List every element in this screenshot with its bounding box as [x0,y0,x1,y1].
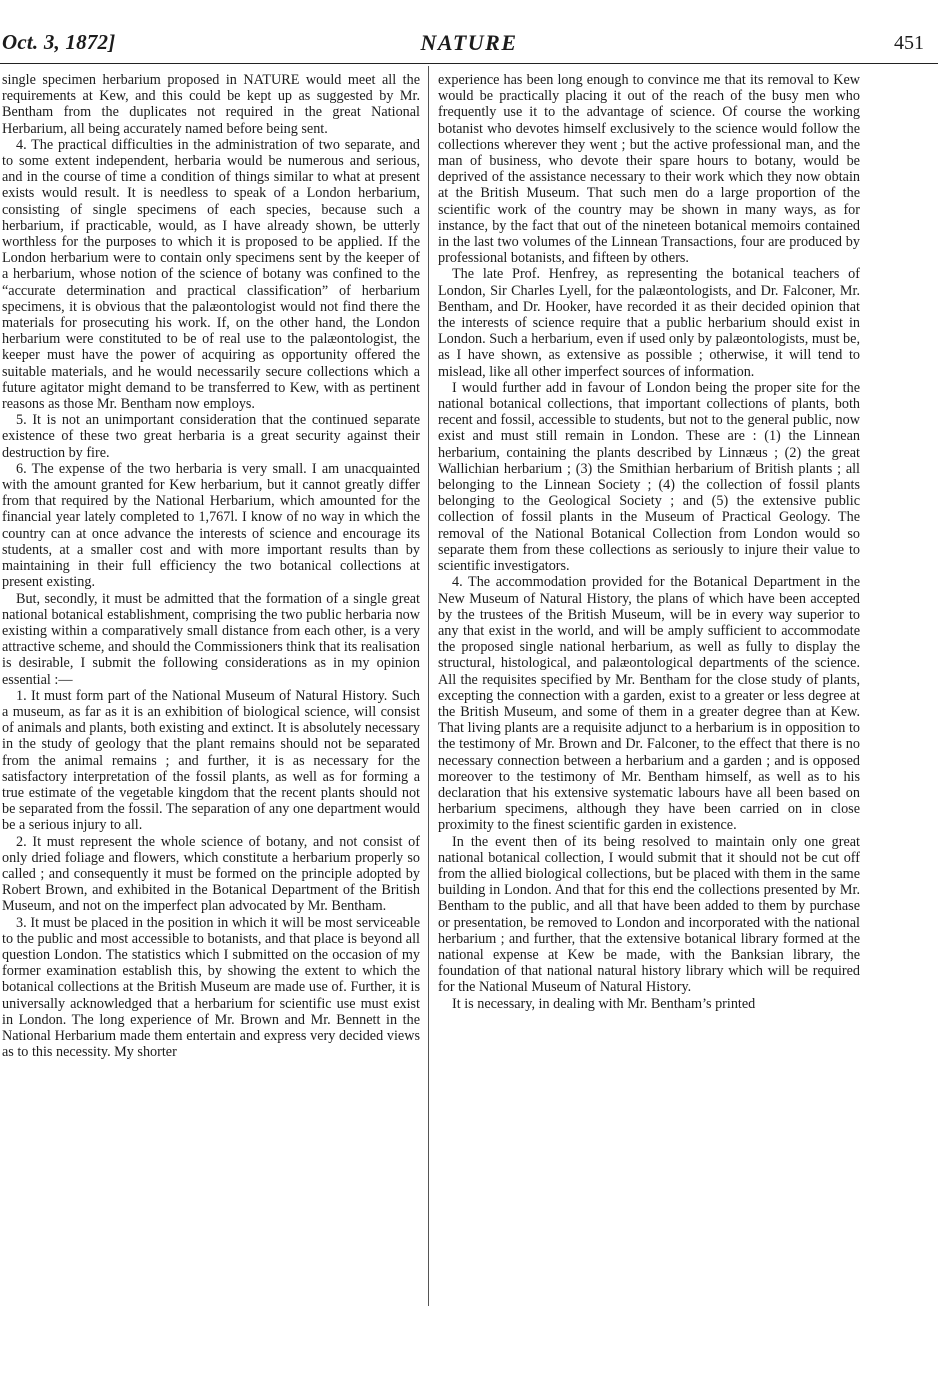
paragraph: experience has been long enough to convince me that its removal to Kew would be practically placing it out of the reach of the busy men who frequently use it to the advantage of science. Of course the working botanist who devotes himself exclusively to the science would follow the collections wherever they went ; but the active professional man, and the man of business, who devote their spare hours to botany, would be deprived of the assistance necessary to their work which they now obtain at the British Museum. That such men do a large proportion of the scientific work of the country may be shown in many ways, as for instance, by the fact that out of the nineteen botanical memoirs contained in the last two volumes of the Linnean Transactions, four are produced by professional botanists, and fifteen by others. [438,72,860,267]
paragraph: 4. The accommodation provided for the Botanical Department in the New Museum of Natural History, the plans of which have been accepted by the trustees of the British Museum, will be in every way superior to any that exist in the world, and will be amply sufficient to accommodate the proposed single national herbarium, as well as fully to display the structural, histological, and palæontological departments of the science. All the requisites specified by Mr. Bentham for the close study of plants, excepting the connection with a garden, exist to a greater or less degree at the British Museum, and some of them in a greater degree than at Kew. That living plants are a requisite adjunct to a herbarium is in opposition to the testimony of Mr. Brown and Dr. Falconer, to the effect that there is no necessary connection between a herbarium and a garden ; and is opposed moreover to the testimony of Mr. Bentham himself, as well as to his declaration that his extensive systematic labours have all been based on herbarium specimens, although they have been carried on in close proximity to the finest scientific garden in existence. [438,574,860,834]
paragraph: 5. It is not an unimportant consideration that the continued separate existence of these two great herbaria is a great security against their destruction by fire. [2,412,420,461]
paragraph: 2. It must represent the whole science of botany, and not consist of only dried foliage and flowers, which constitute a herbarium properly so called ; and consequently it must be formed on the principle adopted by Robert Brown, and exhibited in the Botanical Department of the British Museum, and not on the imperfect plan advocated by Mr. Bentham. [2,833,420,915]
column-divider [428,66,429,1306]
running-header [0,30,938,60]
journal-title: NATURE [420,30,518,55]
paragraph: It is necessary, in dealing with Mr. Bentham’s printed [452,995,756,1012]
paragraph: 3. It must be placed in the position in which it will be most serviceable to the public and most accessible to botanists, and that place is beyond all question London. The statistics which I submitted on the occasion of my former examination establish this, by showing the extent to which the botanical collections at the British Museum are made use of. Further, it is universally acknowledged that a herbarium for scientific use must exist in London. The long experience of Mr. Brown and Mr. Bennett in the National Herbarium made them entertain and express very decided views as to this necessity. My shorter [2,914,420,1061]
paragraph: I would further add in favour of London being the proper site for the national botanical collections, that important collections of plants, both recent and fossil, accessible to students, but not to the general public, now exist and must still remain in London. These are : (1) the Linnean herbarium, containing the plants described by Linnæus ; (2) the great Wallichian herbarium ; (3) the Smithian herbarium of British plants ; all belonging to the Linnean Society ; (4) the collection of fossil plants belonging to the Geological Society ; and (5) the extensive public collection of fossil plants in the Museum of Practical Geology. The removal of the National Botanical Collection from London would so separate them from these collections as seriously to injure their value to scientific investigators. [438,379,860,575]
paragraph: 4. The practical difficulties in the administration of two separate, and to some extent independent, herbaria would be numerous and serious, and in the course of time a condition of things similar to what at present exists would result. It is needless to speak of a London herbarium, consisting of single specimens of each species, because such a herbarium, if practicable, would, as I have already shown, be utterly worthless for the purposes to which it is proposed to be applied. If the London herbarium were to contain only specimens sent by the keeper of a herbarium, whose notion of the science of botany was confined to the “accurate determination and practical classification” of herbarium specimens, it is obvious that the palæontologist would not find there the materials for prosecuting his work. If, on the other hand, the London herbarium were constituted to be of real use to the palæontologist, the keeper must have the power of acquiring as opportunity offered the suitable materials, and he would necessarily secure collections which a future agitator might demand to be transferred to Kew, with as pertinent reasons as those Mr. Bentham now employs. [2,136,420,413]
paragraph: The late Prof. Henfrey, as representing the botanical teachers of London, Sir Charles Lyell, for the palæontologists, and Dr. Falconer, Mr. Bentham, and Dr. Hooker, have recorded it as their decided opinion that the interests of science require that a public herbarium should exist in London. Such a herbarium, even if used only by palæontologists, must be, as I have shown, as extensive as possible ; otherwise, it will tend to mislead, like all other imperfect sources of information. [438,266,860,380]
issue-date: Oct. 3, 1872] [2,30,116,54]
header-rule [0,63,938,64]
left-column [2,72,420,1060]
paragraph: But, secondly, it must be admitted that the formation of a single great national botanical establishment, comprising the two public herbaria now existing within a comparatively small distance from each other, is a very attractive scheme, and should the Commissioners think that its realisation is desirable, I submit the following considerations as in my opinion essential :— [2,590,420,688]
page-number: 451 [894,32,924,54]
paragraph: In the event then of its being resolved to maintain only one great national botanical collection, I would submit that it should not be cut off from the allied biological collections, but be placed with them in the same building in London. And that for this end the collections presented by Mr. Bentham to the public, and all that have been added to them by purchase or presentation, be removed to London and incorporated with the national herbarium ; and further, that the extensive botanical library formed at the national expense at Kew be made, with the Banksian library, the foundation of that national natural history library which will be required for the National Museum of Natural History. [438,833,860,996]
right-column [438,72,860,1012]
paragraph: 6. The expense of the two herbaria is very small. I am unacquainted with the amount granted for Kew herbarium, but it cannot greatly differ from that required by the National Herbarium, which amounted for the financial year lately completed to 1,767l. I know of no way in which the country can at once advance the interests of science and encourage its students, at a smaller cost and with more important results than by maintaining in their full efficiency the two botanical collections at present existing. [2,460,420,591]
paragraph: 1. It must form part of the National Museum of Natural History. Such a museum, as far as it is an exhibition of biological science, will consist of animals and plants, both existing and extinct. It is absolutely necessary in the study of geology that the plant remains should not be separated from the animal remains ; and further, it is as necessary for the satisfactory interpretation of the fossil plants, as well as for forming a true estimate of the vegetable kingdom that the recent plants should not be separated from the fossil. The separation of any one department would be a serious injury to all. [2,687,420,834]
paragraph: single specimen herbarium proposed in NATURE would meet all the requirements at Kew, and this could be kept up as suggested by Mr. Bentham from the duplicates not required in the great National Herbarium, all being accurately named before being sent. [2,72,420,137]
